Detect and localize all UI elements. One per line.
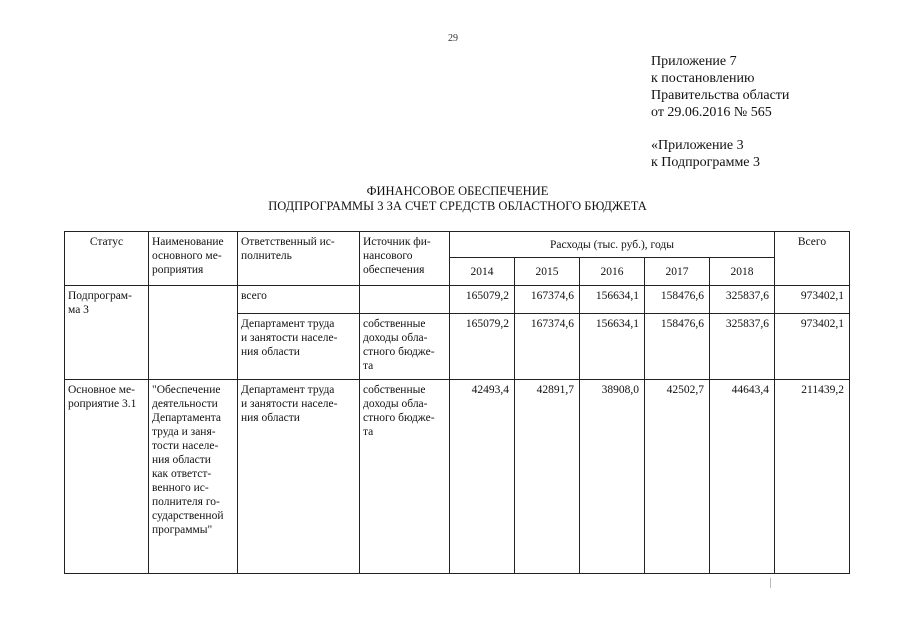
- row-value: 165079,2: [450, 286, 515, 314]
- header-total: Всего: [775, 232, 850, 286]
- row-responsible: всего: [238, 286, 360, 314]
- row-value: 325837,6: [710, 314, 775, 380]
- row-value: 156634,1: [580, 314, 645, 380]
- row-value: 42502,7: [645, 380, 710, 574]
- header-year: 2016: [580, 258, 645, 286]
- document-title: ФИНАНСОВОЕ ОБЕСПЕЧЕНИЕ: [366, 184, 549, 198]
- appendix-line: Приложение 7: [651, 54, 737, 69]
- appendix-line: от 29.06.2016 № 565: [651, 105, 772, 120]
- table-row: [65, 286, 850, 314]
- page-number: 29: [448, 33, 458, 44]
- appendix-reference: [651, 53, 789, 121]
- row-funding-source: собственные доходы обла- стного бюдже- та: [360, 380, 450, 574]
- row-responsible: Департамент труда и занятости населе- ния области: [238, 314, 360, 380]
- row-value: 156634,1: [580, 286, 645, 314]
- appendix-subprogram-reference: [651, 137, 760, 171]
- header-year: 2014: [450, 258, 515, 286]
- row-value: 325837,6: [710, 286, 775, 314]
- row-value: 42493,4: [450, 380, 515, 574]
- row-total: 973402,1: [775, 286, 850, 314]
- header-year: 2015: [515, 258, 580, 286]
- row-value: 165079,2: [450, 314, 515, 380]
- appendix-line: к постановлению: [651, 71, 755, 86]
- financing-table: [64, 231, 850, 574]
- row-value: 42891,7: [515, 380, 580, 574]
- row-responsible: Департамент труда и занятости населе- ния области: [238, 380, 360, 574]
- header-expenses: Расходы (тыс. руб.), годы: [450, 232, 775, 258]
- header-year: 2018: [710, 258, 775, 286]
- header-status: Статус: [65, 232, 149, 286]
- document-subtitle: ПОДПРОГРАММЫ 3 ЗА СЧЕТ СРЕДСТВ ОБЛАСТНОГО БЮДЖЕТА: [268, 199, 647, 213]
- row-value: 44643,4: [710, 380, 775, 574]
- row-funding-source: [360, 286, 450, 314]
- appendix-line: Правительства области: [651, 88, 790, 103]
- row-value: 38908,0: [580, 380, 645, 574]
- row-funding-source: собственные доходы обла- стного бюдже- та: [360, 314, 450, 380]
- row-measure-name: "Обеспечение деятельности Департамента труда и заня- тости населе- ния области как ответст- венного ис- полнителя го- сударственной программы": [149, 380, 238, 574]
- row-measure-name: [149, 286, 238, 380]
- row-value: 167374,6: [515, 286, 580, 314]
- row-total: 211439,2: [775, 380, 850, 574]
- row-status: Основное ме- роприятие 3.1: [65, 380, 149, 574]
- appendix-line: к Подпрограмме 3: [651, 155, 761, 170]
- table-row: [65, 380, 850, 574]
- header-funding-source: Источник фи- нансового обеспечения: [360, 232, 450, 286]
- scan-mark: [770, 578, 771, 588]
- row-value: 158476,6: [645, 286, 710, 314]
- header-responsible: Ответственный ис- полнитель: [238, 232, 360, 286]
- header-year: 2017: [645, 258, 710, 286]
- appendix-line: «Приложение 3: [651, 138, 744, 153]
- row-value: 158476,6: [645, 314, 710, 380]
- row-status: Подпрограм- ма 3: [65, 286, 149, 380]
- row-value: 167374,6: [515, 314, 580, 380]
- header-measure-name: Наименование основного ме- роприятия: [149, 232, 238, 286]
- row-total: 973402,1: [775, 314, 850, 380]
